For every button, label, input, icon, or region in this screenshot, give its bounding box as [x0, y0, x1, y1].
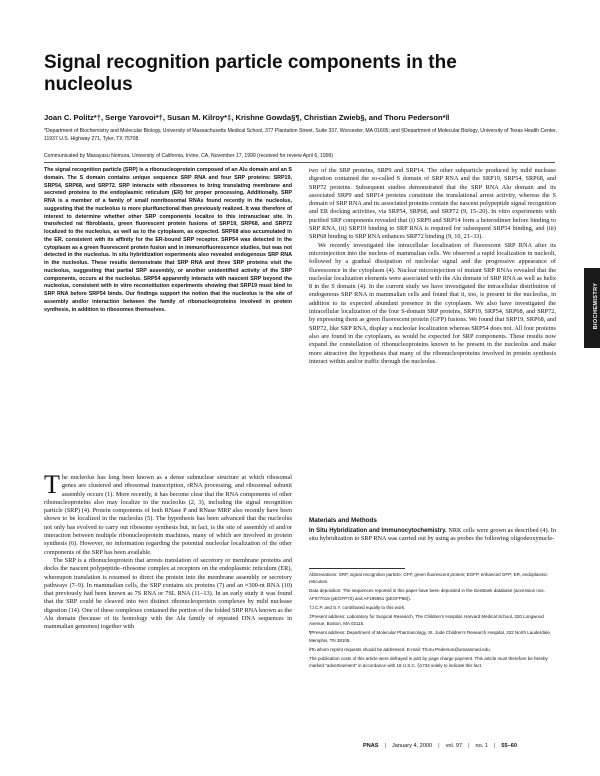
right-paragraph-2: We recently investigated the intracellular localization of fluorescent SRP RNA after its microinjection into the nucleus of mammalian cells. We observed a rapid localization in nucleoli, followed by a gradual dissipation of nucleolar signal and the progressive appearance of fluorescence in the cytoplasm (4). Nuclear microinjection of mutant SRP RNAs revealed that the nucleolar localization elements were associated with the Alu domain of SRP RNA as well as helix 8 in the S domain (4). In the current study we have investigated the intracellular distribution of endogenous SRP RNA in mammalian cells and found that it, too, is present in the nucleolus, in addition to its expected abundant presence in the cytoplasm. We also have investigated the intracellular localization of the four S-domain SRP proteins, SRP19, SRP54, SRP68, and SRP72, by expressing them as green fluorescent protein (GFP) fusions. We found that SRP19, SRP68, and SRP72, like SRP RNA, display a nucleolar localization whereas SRP54 does not. All four proteins also are found in the cytoplasm, as would be expected for SRP components. These results now expand the constellation of ribonucleoproteins known to be present in the nucleolus and make more attractive the hypothesis that many of the ribonucleoproteins involved in protein synthesis interact within and/or traffic through the nucleolus. [309, 241, 556, 365]
footer-journal: PNAS [363, 743, 379, 749]
drop-cap: T [44, 470, 60, 499]
footnote-divider [309, 568, 405, 569]
page-footer: PNAS | January 4, 2000 | vol. 97 | no. 1 | 55–60 [363, 743, 517, 749]
right-column-body [309, 167, 556, 366]
communicated-line: Communicated by Masayasu Nomura, University of California, Irvine, CA, November 17, 1999 (received for review April 6, 1999) [44, 153, 334, 159]
footnote-abbreviations: Abbreviations: SRP, signal recognition particle; GFP, green fluorescent protein; EGFP, enhanced GFP; ER, endoplasmic reticulum. [309, 572, 548, 585]
right-paragraph-1: two of the SRP proteins, SRP9 and SRP14. The other subparticle produced by mild nuclease digestion contained the so-called S domain of SRP RNA and the SRP19, SRP54, SRP68, and SRP72 proteins. Subsequent studies demonstrated that the SRP RNA Alu domain and its associated SRP9 and SRP14 proteins constitute the translational arrest activity, whereas the S domain of SRP RNA and its associated proteins contain the nascent polypeptide signal recognition and ER docking activities, via SRP54, SRP68, and SRP72 (9, 15–20). In vitro experiments with purified SRP components revealed that (i) SRP9 and SRP14 form a heterodimer before binding to SRP RNA, (ii) SRP19 binding to SRP RNA is required for subsequent SRP54 binding, and (iii) SRP68 binding to SRP RNA enhances SRP72 binding (9, 10, 21–33). [309, 167, 556, 241]
introduction [44, 470, 292, 632]
footnote-correspondence: ‖To whom reprint requests should be addressed. E-mail: Thoru.Pederson@umassmed.edu. [309, 646, 491, 652]
footnote-equal-contribution: †J.C.P. and S.Y. contributed equally to this work. [309, 604, 406, 610]
footer-volume: vol. 97 [445, 743, 463, 749]
footnotes [309, 571, 556, 671]
affiliations: *Department of Biochemistry and Molecular Biology, University of Massachusetts Medical School, 377 Plantation Street, Suite 337, Worcester, MA 01605; and §Department of Molecular Biology, University of Texas Health Center, 11937 U.S. Highway 271, Tyler, TX 75708 [44, 128, 557, 142]
section-heading-methods: Materials and Methods [309, 517, 377, 524]
intro-paragraph-2: The SRP is a ribonucleoprotein that arrests translation of secretory or membrane proteins and docks the nascent polypeptide–ribosome complex at receptors on the endoplasmic reticulum (ER), whereupon translation is resumed to direct the protein into the membrane assembly or secretory pathways (7–9). In mammalian cells, the SRP contains six proteins (7) and an ≈300-nt RNA (10) that previously had been known as 7S RNA or 7SL RNA (11–13). In an early study it was found that the SRP could be cleaved into two distinct ribonucleoprotein complexes by mild nuclease digestion (14). One of these complexes contained the portion of the folded SRP RNA known as the Alu domain (because of its homology with the Alu family of repeated DNA sequences in mammalian genomes) together with [44, 556, 292, 631]
methods-paragraph [309, 527, 556, 544]
section-side-tab [584, 268, 600, 348]
footnote-data-deposition: Data deposition: The sequences reported in this paper have been deposited in the GenBank database (accession nos. AF077019 (pEGFP72) and AF195951 (pEGFP68)). [309, 588, 545, 601]
author-list: Joan C. Politz*†, Serge Yarovoi*†, Susan M. Kilroy*‡, Krishne Gowda§¶, Christian Zwieb§, and Thoru Pederson*‖ [44, 113, 450, 122]
header-divider [44, 162, 555, 163]
footer-issue: no. 1 [475, 743, 488, 749]
footer-date: January 4, 2000 [392, 743, 433, 749]
methods-subheading: In Situ Hybridization and Immunocytochemistry. [309, 528, 447, 534]
footnote-present-address-2: ¶Present address: Department of Molecular Pharmacology, St. Jude Children's Research Hospital, 332 North Lauderdale, Memphis, TN 38105. [309, 630, 552, 643]
intro-paragraph-1 [44, 470, 292, 557]
intro-paragraph-1-text: he nucleolus has long been known as a dense subnuclear structure at which ribosomal genes are clustered and ribosomal transcription, rRNA processing, and ribosomal subunit assembly occurs (1). More recently, it has become clear that the RNA components of other ribonucleoproteins also may localize to the nucleolus (2, 3), including the signal recognition particle (SRP) (4). Protein components of both RNase P and RNase MRP also recently have been shown to be localized in the nucleolus (5). The hypothesis has been advanced that the nucleolus not only has evolved to carry out ribosome synthesis but, in fact, is the site of assembly of and/or interaction between multiple ribonucleoprotein machines, many of which are involved in protein synthesis (6). However, no information regarding the potential nucleolar localization of the other components of the SRP has been available. [44, 474, 292, 556]
footer-pages: 55–60 [501, 743, 517, 749]
article-title: Signal recognition particle components in the nucleolus [44, 52, 457, 95]
footnote-publication-costs: The publication costs of this article were defrayed in part by page charge payment. This article must therefore be hereby marked "advertisement" in accordance with 18 U.S.C. §1734 solely to indicate this fact. [309, 656, 548, 669]
footnote-present-address-1: ‡Present address: Laboratory for Surgical Research, The Children's Hospital, Harvard Medical School, 320 Longwood Avenue, Boston, MA 02115. [309, 614, 544, 627]
abstract: The signal recognition particle (SRP) is a ribonucleoprotein composed of an Alu domain and an S domain. The S domain contains unique sequence SRP RNA and four SRP proteins: SRP19, SRP54, SRP68, and SRP72. SRP interacts with ribosomes to bring translating membrane and secreted proteins to the endoplasmic reticulum (ER) for proper processing. Additionally, SRP RNA is a member of a family of small nonribosomal RNAs found recently in the nucleolus, suggesting that the nucleolus is more plurifunctional than previously realized. It was therefore of interest to determine whether other SRP components localize to this intranuclear site. In transfected rat fibroblasts, green fluorescent protein fusions of SRP19, SRP68, and SRP72 localized to the nucleolus, as well as to the cytoplasm, as expected. SRP68 also accumulated in the ER, consistent with its affinity for the ER-bound SRP receptor. SRP54 was detected in the cytoplasm as a green fluorescent protein fusion and in immunofluorescence studies, but was not detected in the nucleolus. In situ hybridization experiments also revealed endogenous SRP RNA in the nucleolus. These results demonstrate that SRP RNA and three SRP proteins visit the nucleolus, suggesting that partial SRP assembly, or another unidentified activity of the SRP components, occurs at the nucleolus. SRP54 apparently interacts with nascent SRP beyond the nucleolus, consistent with in vitro reconstitution experiments showing that SRP19 must bind to SRP RNA before SRP54 binds. Our findings support the notion that the nucleolus is the site of assembly and/or interaction between the family of ribonucleoproteins involved in protein synthesis, in addition to ribosomes themselves. [44, 167, 292, 313]
methods-text: NRK cells were grown as described (4). In situ hybridization to SRP RNA was carried out by using as probes the following oligodeoxynucle- [309, 527, 556, 543]
side-tab-label: BIOCHEMISTRY [593, 282, 599, 330]
